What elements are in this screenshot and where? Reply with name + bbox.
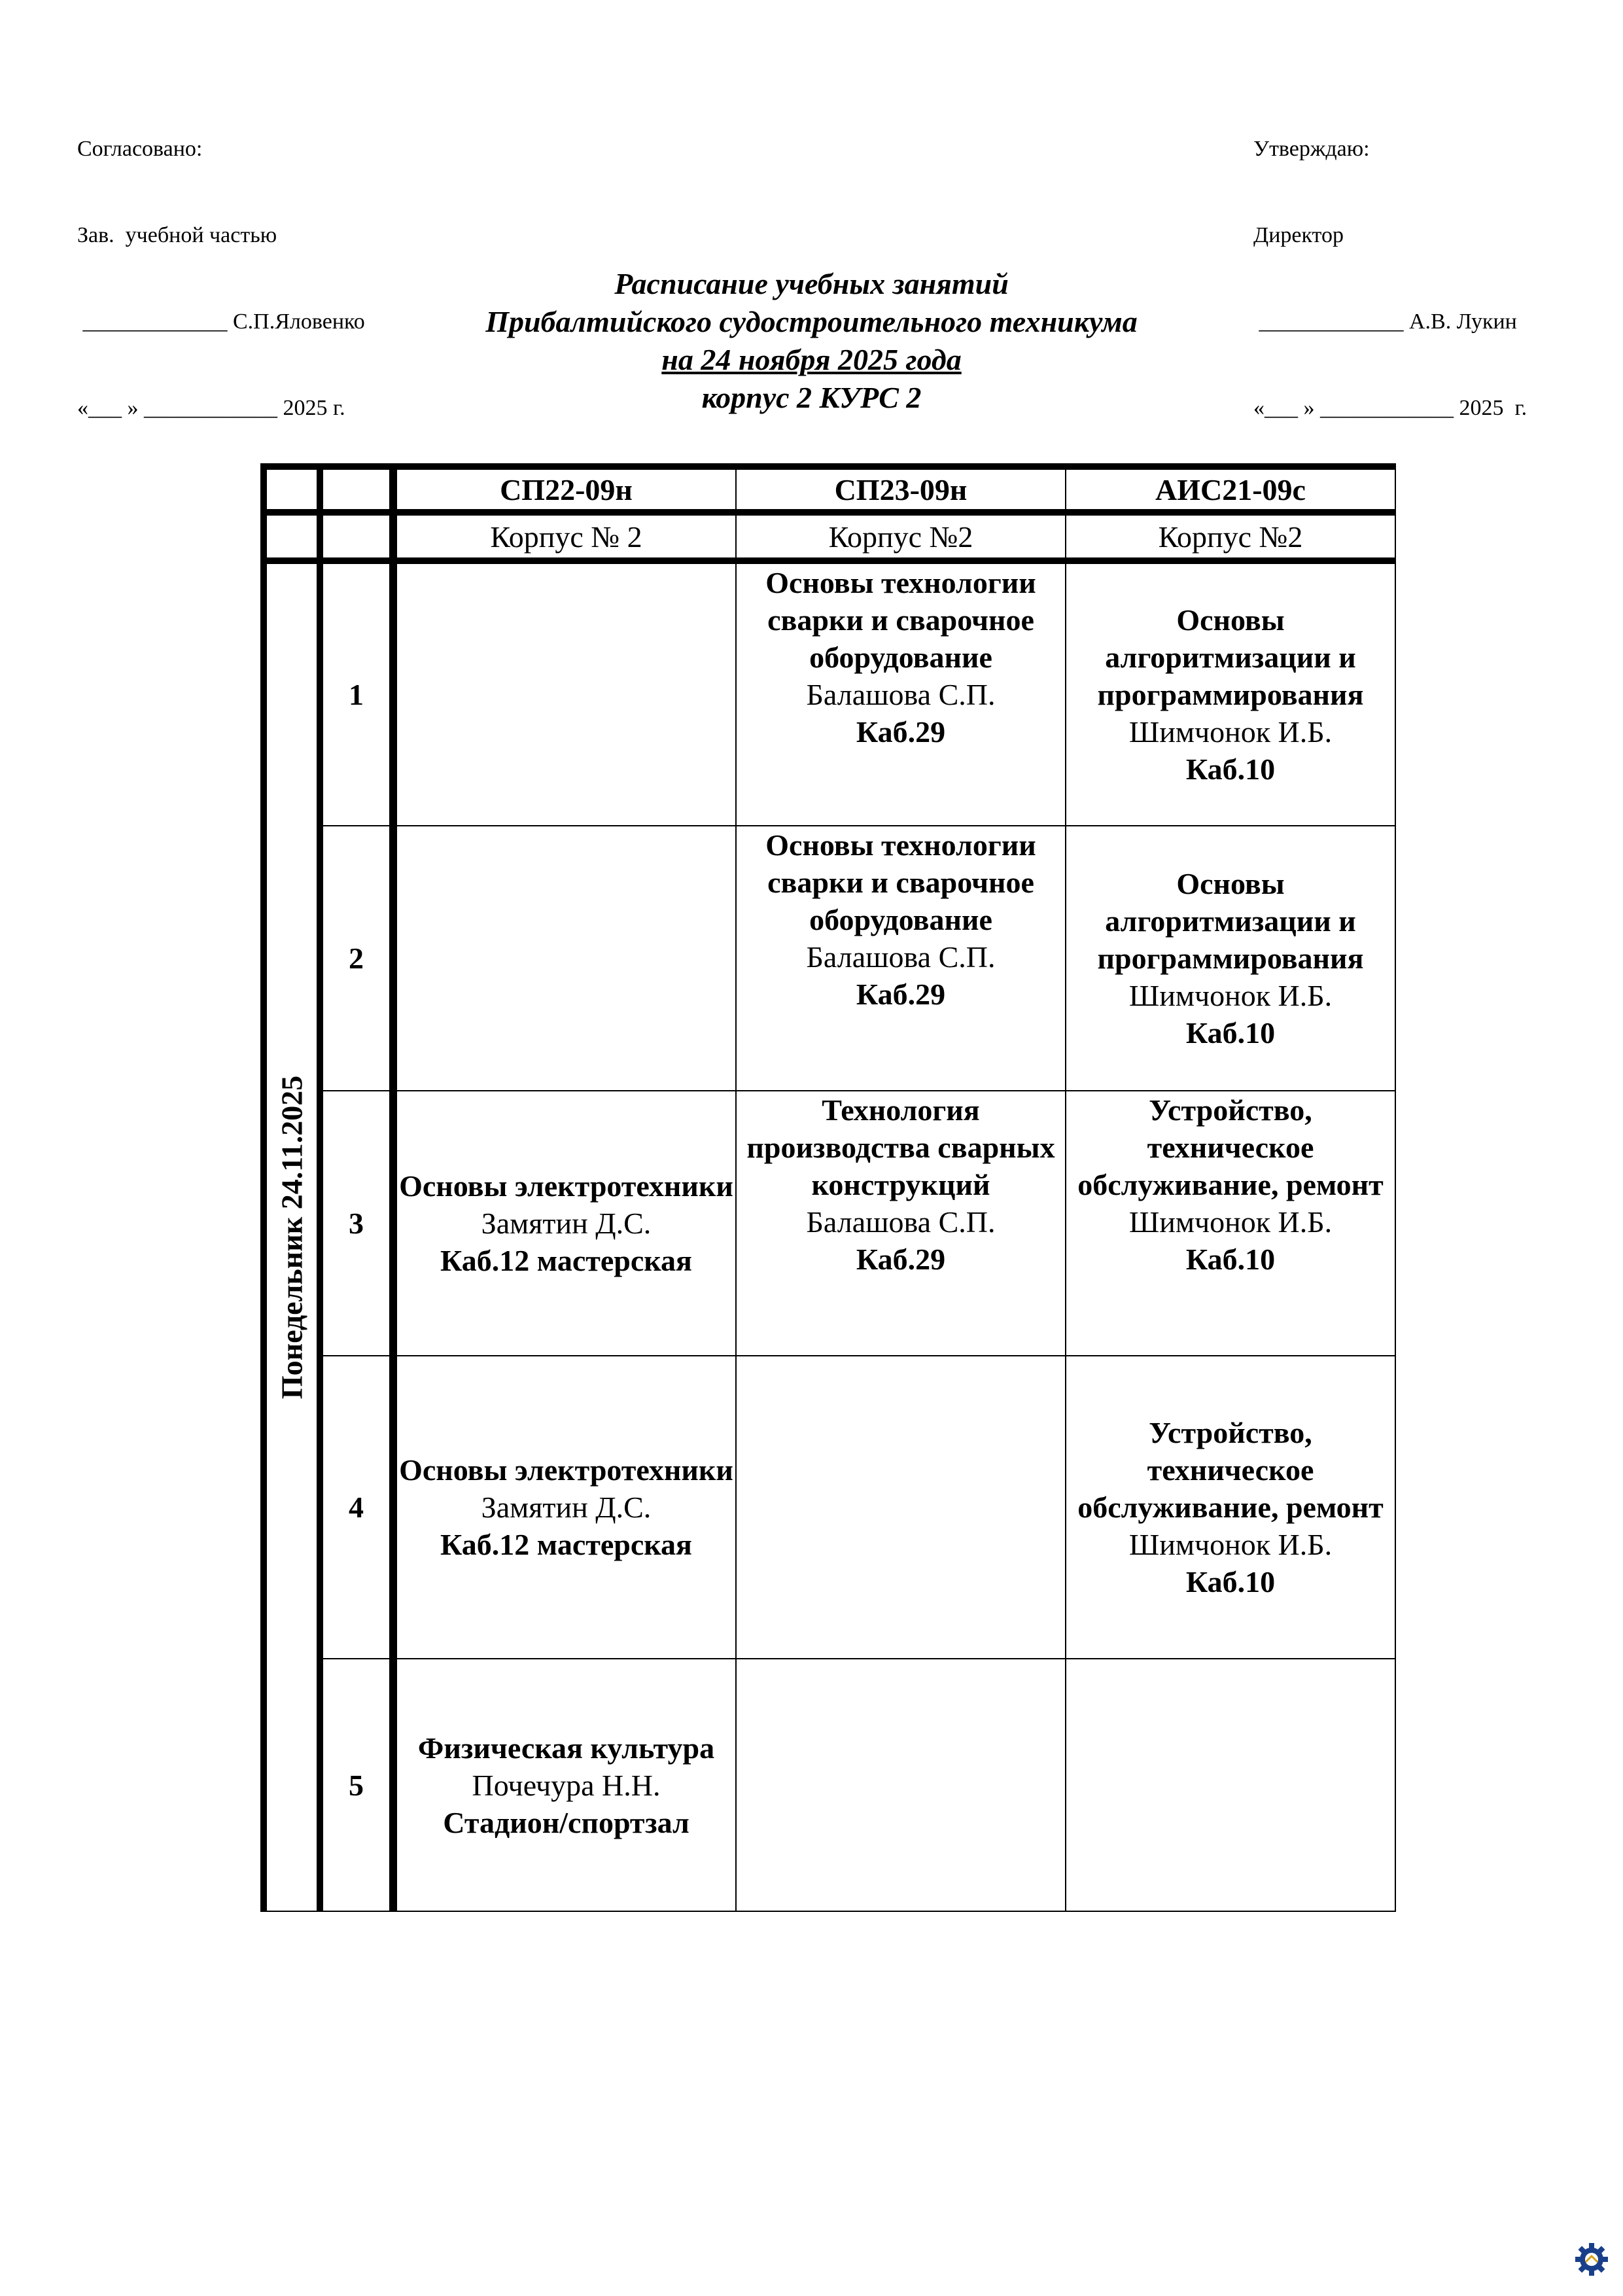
lesson-teacher: Шимчонок И.Б. [1128,979,1333,1012]
empty-slot [393,561,736,826]
corner-cell [320,467,393,512]
lesson-row [264,1356,1395,1659]
lesson-cell [393,1659,736,1911]
lesson-subject: Устройство, техническое обслуживание, ремонт [1077,1416,1384,1524]
lesson-cell [736,561,1066,826]
lesson-cell [736,826,1066,1091]
lesson-room: Каб.29 [856,715,946,749]
schedule-table [260,463,1396,1912]
lesson-room: Каб.12 мастерская [440,1528,692,1561]
lesson-teacher: Почечура Н.Н. [472,1768,661,1802]
lesson-number: 3 [320,1091,393,1356]
lesson-subject: Основы технологии сварки и сварочное оборудование [765,566,1036,674]
lesson-subject: Основы электротехники [399,1453,733,1487]
lesson-subject: Основы электротехники [399,1169,733,1203]
lesson-subject: Основы технологии сварки и сварочное оборудование [765,828,1036,936]
day-label: Понедельник 24.11.2025 [275,1075,309,1400]
lesson-room: Каб.10 [1185,752,1276,786]
lesson-cell [1066,1091,1395,1356]
lesson-teacher: Шимчонок И.Б. [1128,1205,1333,1239]
group-header-row [264,467,1395,512]
gear-logo-icon [1573,2240,1611,2278]
title-line-3 [0,341,1623,379]
group-header: СП22-09н [393,467,736,512]
lesson-teacher: Балашова С.П. [806,940,996,974]
lesson-room: Каб.29 [856,978,946,1011]
lesson-teacher: Шимчонок И.Б. [1128,1528,1333,1561]
empty-slot [393,826,736,1091]
approval-left-label: Согласовано: [77,137,203,161]
approval-left-position: Зав. учебной частью [77,223,277,247]
building-cell: Корпус №2 [1066,512,1395,561]
lesson-teacher: Балашова С.П. [806,1205,996,1239]
approval-right-position: Директор [1253,223,1344,247]
lesson-subject: Основы алгоритмизации и программирования [1097,867,1364,975]
lesson-cell [393,1356,736,1659]
lesson-teacher: Замятин Д.С. [481,1491,652,1524]
lesson-subject: Физическая культура [417,1731,715,1765]
lesson-number: 5 [320,1659,393,1911]
day-cell [264,561,320,1911]
lesson-subject: Технология производства сварных конструкций [746,1093,1055,1201]
lesson-cell [393,1091,736,1356]
title-date: на 24 ноября 2025 года [661,343,962,376]
group-header: СП23-09н [736,467,1066,512]
document-title [0,265,1623,417]
lesson-row [264,561,1395,826]
lesson-teacher: Замятин Д.С. [481,1207,652,1240]
empty-slot [736,1356,1066,1659]
approval-right-date: «___ » ____________ 2025 г. [1253,396,1527,420]
approval-right-label: Утверждаю: [1253,137,1370,161]
building-row [264,512,1395,561]
lesson-room: Каб.10 [1185,1565,1276,1598]
corner-cell [264,512,320,561]
lesson-row [264,1659,1395,1911]
lesson-cell [1066,1356,1395,1659]
lesson-room: Каб.10 [1185,1243,1276,1276]
empty-slot [736,1659,1066,1911]
approval-left-signature: _____________ С.П.Яловенко [77,309,365,334]
title-line-1: Расписание учебных занятий [614,267,1009,300]
lesson-number: 2 [320,826,393,1091]
corner-cell [264,467,320,512]
lesson-cell [1066,561,1395,826]
lesson-room: Каб.10 [1185,1016,1276,1050]
lesson-room: Каб.29 [856,1243,946,1276]
empty-slot [1066,1659,1395,1911]
building-cell: Корпус № 2 [393,512,736,561]
lesson-number: 4 [320,1356,393,1659]
approval-right-signature: _____________ А.В. Лукин [1253,309,1517,334]
group-header: АИС21-09с [1066,467,1395,512]
lesson-subject: Основы алгоритмизации и программирования [1097,603,1364,711]
lesson-cell [736,1091,1066,1356]
lesson-number: 1 [320,561,393,826]
lesson-row [264,1091,1395,1356]
title-line-2: Прибалтийского судостроительного техникума [485,305,1138,338]
lesson-subject: Устройство, техническое обслуживание, ремонт [1077,1093,1384,1201]
lesson-room: Каб.12 мастерская [440,1244,692,1277]
lesson-teacher: Шимчонок И.Б. [1128,715,1333,749]
lesson-cell [1066,826,1395,1091]
lesson-teacher: Балашова С.П. [806,678,996,711]
lesson-room: Стадион/спортзал [443,1805,689,1839]
approval-left-date: «___ » ____________ 2025 г. [77,396,345,420]
title-line-4: корпус 2 КУРС 2 [701,381,922,414]
building-cell: Корпус №2 [736,512,1066,561]
corner-cell [320,512,393,561]
lesson-row [264,826,1395,1091]
